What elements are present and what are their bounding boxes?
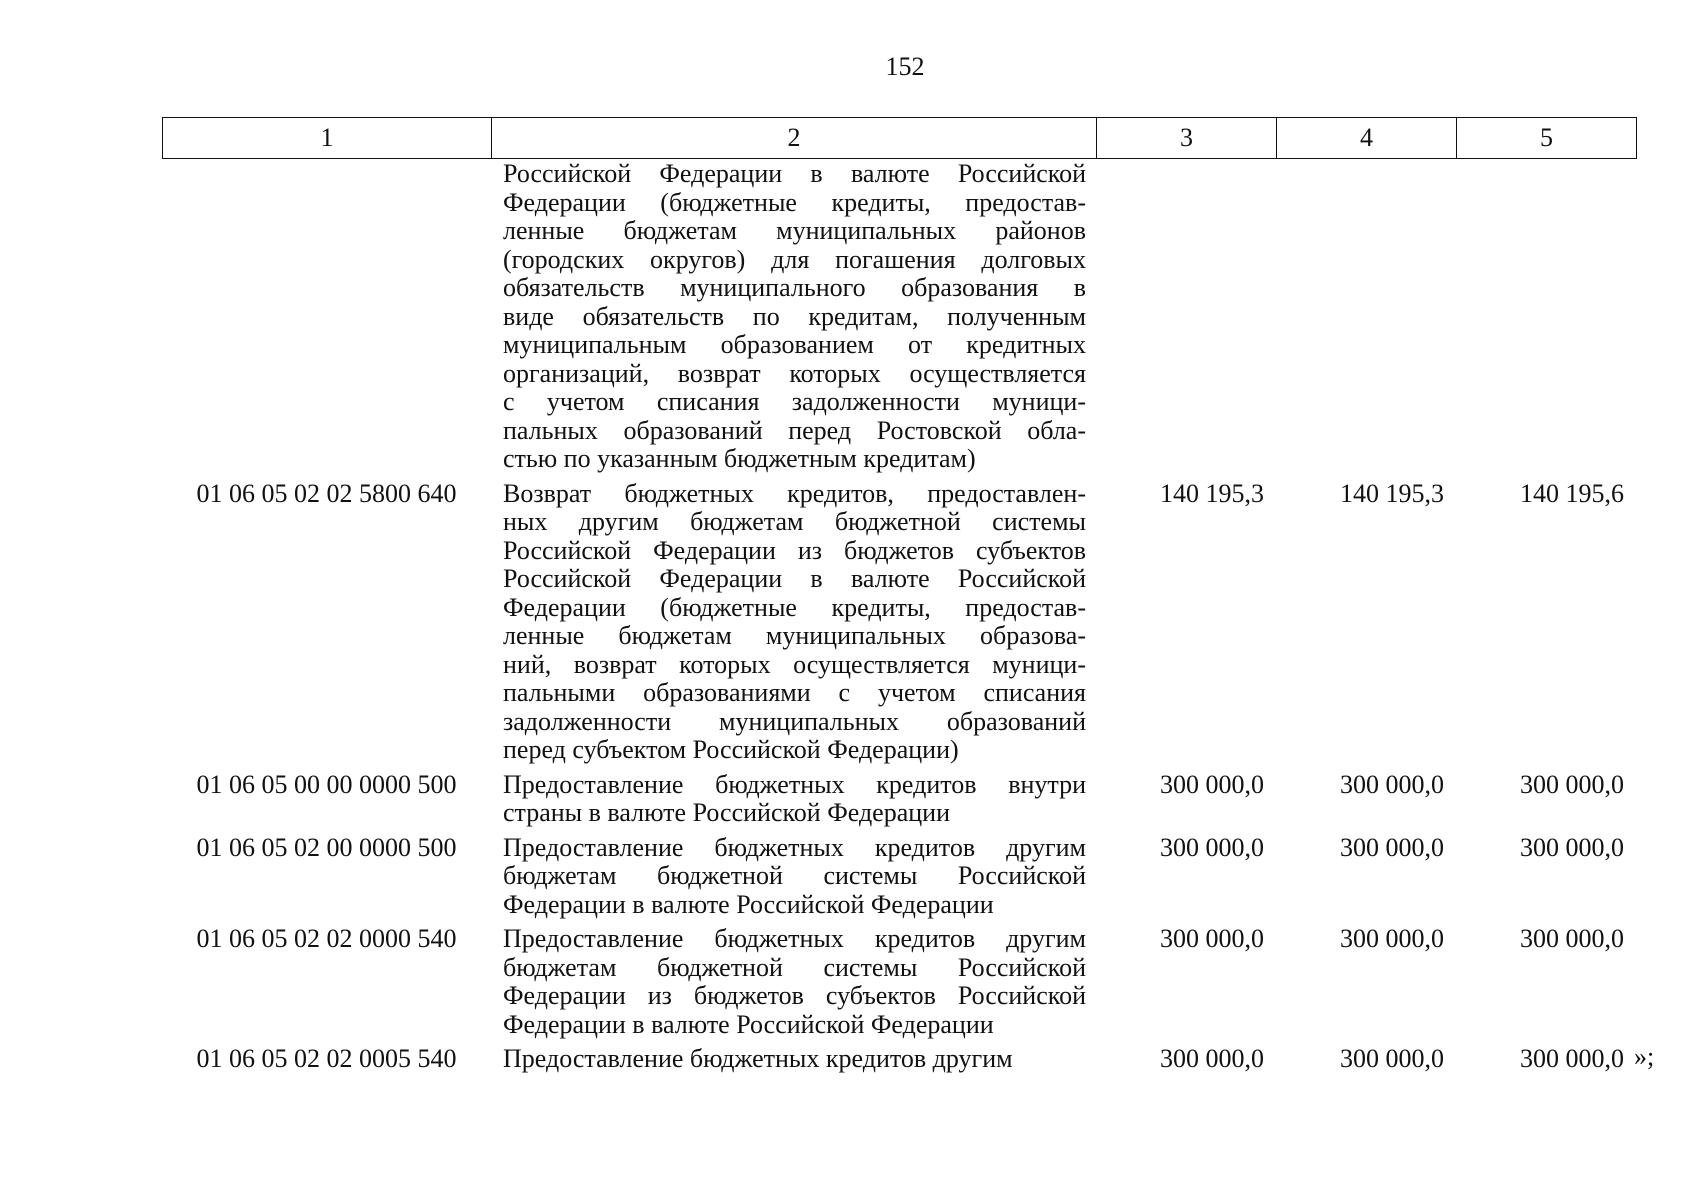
description-line: Российской Федерации в валюте Российской [503,159,1086,188]
description-line: бюджетам бюджетной системы Российской [503,861,1086,890]
row-value-col5: 140 195,6 [1520,478,1624,508]
description-line: перед субъектом Российской Федерации) [503,735,959,764]
header-cell-4: 4 [1277,118,1457,159]
description-line: Федерации в валюте Российской Федерации [503,1009,994,1039]
row-value-col3: 300 000,0 [1160,769,1264,799]
row-value-col4: 300 000,0 [1340,924,1444,953]
row-value-col3: 300 000,0 [1160,1044,1264,1073]
row-value-col5: 300 000,0 [1520,1044,1624,1073]
closing-mark: »; [1634,1042,1655,1071]
table-header [162,117,1637,159]
description-line: ний, возврат которых осуществляется муници- [503,649,1086,679]
table-row [162,919,1636,1039]
row-value-col4: 300 000,0 [1340,832,1444,862]
description-line: пальными образованиями с учетом списания [503,678,1086,707]
row-value-col5: 300 000,0 [1520,924,1624,953]
table-body [162,160,1636,1074]
row-value-col3: 300 000,0 [1160,924,1264,953]
row-description [491,474,1096,765]
row-value-col4: 140 195,3 [1340,478,1444,508]
description-line: стью по указанным бюджетным кредитам) [503,444,976,473]
page-number: 152 [885,52,925,81]
description-line: с учетом списания задолженности муници- [503,387,1086,416]
description-line: виде обязательств по кредитам, полученным [503,301,1086,331]
description-line: страны в валюте Российской Федерации [503,798,951,827]
row-description [491,1039,1096,1074]
table-row [162,160,1636,474]
description-line: Федерации (бюджетные кредиты, предостав- [503,187,1086,217]
description-line: Предоставление бюджетных кредитов внутри [503,769,1086,799]
row-value-col3 [1096,160,1276,474]
row-value-col4: 300 000,0 [1340,769,1444,799]
row-value-col4: 300 000,0 [1340,1044,1444,1073]
table-row [162,828,1636,920]
row-value-col5: 300 000,0 [1520,769,1624,799]
header-cell-1: 1 [163,118,492,159]
description-line: Предоставление бюджетных кредитов другим [503,924,1086,953]
row-value-col4 [1276,160,1456,474]
description-line: муниципальным образованием от кредитных [503,330,1086,359]
description-line: (городских округов) для погашения долговых [503,244,1086,274]
row-value-col5 [1456,160,1636,474]
description-line: Российской Федерации из бюджетов субъектов [503,535,1086,565]
row-code: 01 06 05 02 02 5800 640 [196,478,457,508]
description-line: Предоставление бюджетных кредитов другим [503,1044,1013,1073]
table-row [162,765,1636,828]
description-line: задолженности муниципальных образований [503,706,1086,736]
header-cell-5: 5 [1457,118,1637,159]
table-row [162,474,1636,765]
table-row [162,1039,1636,1074]
description-line: обязательств муниципального образования в [503,273,1086,302]
row-value-col5: 300 000,0 [1520,832,1624,862]
description-line: ленные бюджетам муниципальных районов [503,216,1086,245]
row-description [491,765,1096,828]
description-line: Федерации в валюте Российской Федерации [503,889,994,919]
row-value-col3: 140 195,3 [1160,478,1264,508]
description-line: пальных образований перед Ростовской обла- [503,415,1086,445]
description-line: бюджетам бюджетной системы Российской [503,952,1086,982]
description-line: организаций, возврат которых осуществляется [503,358,1086,388]
header-row [163,118,1637,159]
row-code [162,160,491,474]
description-line: ных другим бюджетам бюджетной системы [503,507,1086,536]
row-code: 01 06 05 02 02 0000 540 [196,924,457,953]
row-description [491,160,1096,474]
row-code: 01 06 05 00 00 0000 500 [196,769,457,799]
description-line: Федерации из бюджетов субъектов Российской [503,981,1086,1010]
row-code: 01 06 05 02 02 0005 540 [196,1044,457,1073]
description-line: Федерации (бюджетные кредиты, предостав- [503,592,1086,622]
description-line: Предоставление бюджетных кредитов другим [503,832,1086,862]
header-cell-3: 3 [1097,118,1277,159]
row-description [491,919,1096,1039]
row-value-col3: 300 000,0 [1160,832,1264,862]
description-line: Российской Федерации в валюте Российской [503,564,1086,593]
row-code: 01 06 05 02 00 0000 500 [196,832,457,862]
description-line: ленные бюджетам муниципальных образова- [503,621,1086,650]
row-description [491,828,1096,920]
description-line: Возврат бюджетных кредитов, предоставлен- [503,478,1086,508]
header-cell-2: 2 [492,118,1097,159]
